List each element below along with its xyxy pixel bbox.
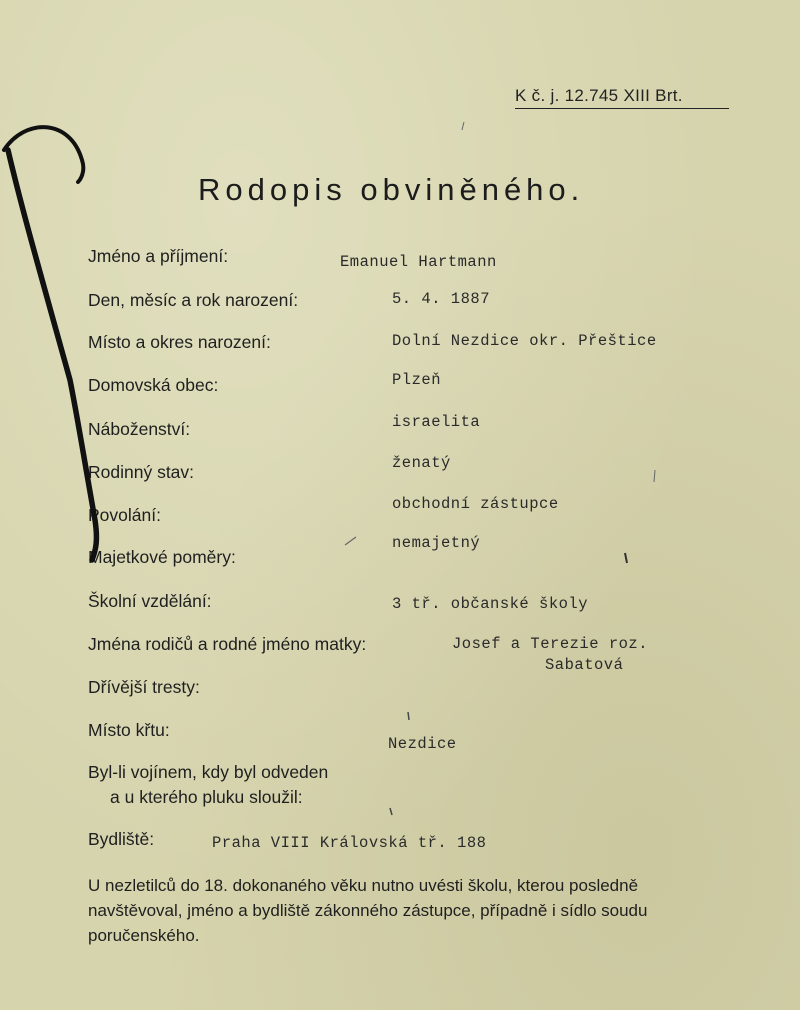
label-birth-date: Den, měsíc a rok narození: xyxy=(88,290,299,310)
value-marital-status: ženatý xyxy=(392,454,451,472)
label-property: Majetkové poměry: xyxy=(88,547,236,567)
label-name: Jméno a příjmení: xyxy=(88,246,229,266)
label-home-town: Domovská obec: xyxy=(88,375,219,395)
value-religion: israelita xyxy=(392,413,481,431)
value-birth-place: Dolní Nezdice okr. Přeštice xyxy=(392,332,657,350)
value-name: Emanuel Hartmann xyxy=(340,253,497,271)
value-parents: Josef a Terezie roz. xyxy=(452,635,649,653)
label-parents: Jména rodičů a rodné jméno matky: xyxy=(88,634,367,654)
label-marital-status: Rodinný stav: xyxy=(88,462,195,482)
label-military-regiment: a u kterého pluku sloužil: xyxy=(110,787,303,807)
label-previous-convictions: Dřívější tresty: xyxy=(88,677,200,697)
label-residence: Bydliště: xyxy=(88,829,155,849)
label-baptism-place: Místo křtu: xyxy=(88,720,170,740)
footnote: U nezletilců do 18. dokonaného věku nutno uvésti školu, kterou posledně navštěvoval, jméno a bydliště zákonného zástupce, případně i sídlo soudu poručenského. xyxy=(88,876,648,945)
value-birth-date: 5. 4. 1887 xyxy=(392,290,491,308)
value-property: nemajetný xyxy=(392,534,481,552)
label-military: Byl-li vojínem, kdy byl odveden xyxy=(88,762,329,782)
value-mother-maiden-name: Sabatová xyxy=(545,656,624,674)
label-religion: Náboženství: xyxy=(88,419,191,439)
reference-number: K č. j. 12.745 XIII Brt. xyxy=(515,86,729,109)
value-home-town: Plzeň xyxy=(392,371,442,389)
label-occupation: Povolání: xyxy=(88,505,161,525)
value-occupation: obchodní zástupce xyxy=(392,495,559,513)
label-education: Školní vzdělání: xyxy=(88,591,212,611)
value-residence: Praha VIII Královská tř. 188 xyxy=(212,834,487,852)
value-baptism-place: Nezdice xyxy=(388,735,457,753)
page-title: Rodopis obviněného. xyxy=(198,172,585,207)
label-birth-place: Místo a okres narození: xyxy=(88,332,271,352)
value-education: 3 tř. občanské školy xyxy=(392,595,589,613)
